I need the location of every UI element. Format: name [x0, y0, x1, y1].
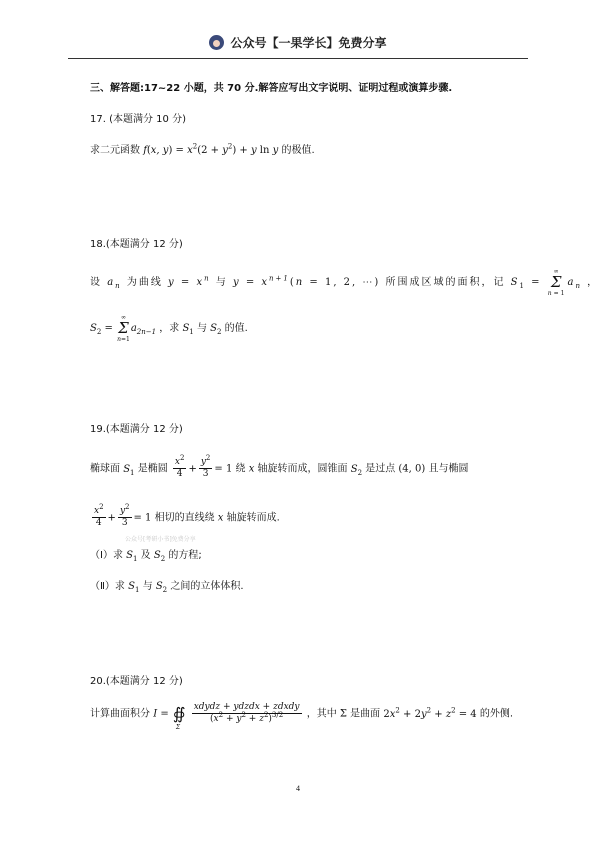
- page-number: 4: [296, 784, 300, 793]
- q19-part1-end: 的方程;: [168, 550, 202, 561]
- q20-body: [90, 702, 514, 731]
- q19-part1-s2: $S_2$: [153, 550, 166, 563]
- watermark-text: 公众号[考研小书]免费分享: [125, 536, 196, 543]
- q19-text-1: 椭球面: [90, 463, 120, 475]
- q20-text-2: ，其中: [306, 708, 337, 720]
- page-header: [0, 0, 596, 62]
- q19-part2-s1: $S_1$: [128, 581, 140, 594]
- q18-text-7: 与: [196, 323, 207, 334]
- q18-body-line2: [90, 314, 248, 343]
- q19-part2: [90, 580, 244, 594]
- header-title-row: [0, 34, 596, 51]
- q20-I: I =: [153, 708, 172, 720]
- q17-title: 17. (本题满分 10 分): [90, 114, 186, 125]
- q18-s2-def: $S_2$ = ∞ Σ n=1 $a_{2n-1}$: [90, 314, 157, 343]
- q19-part1-mid: 及: [140, 550, 151, 561]
- q19-point: (4, 0): [398, 463, 426, 475]
- q19-part1-label: （Ⅰ）求: [90, 550, 123, 561]
- q18-a-n: $a_n$: [107, 277, 122, 290]
- q17-formula: f(x, $y) = x^2(2 + y^2) + y$ ln y: [143, 142, 279, 156]
- q18-text-2: 为曲线: [126, 277, 163, 288]
- q19-x-axis-2: x: [217, 512, 224, 524]
- section-heading: 三、解答题:17~22 小题，共 70 分.解答应写出文字说明、证明过程或演算步骤.: [90, 83, 453, 94]
- q20-text-1: 计算曲面积分: [90, 708, 150, 720]
- q18-text-6: ，求: [159, 323, 180, 334]
- avatar-logo-icon: [209, 35, 224, 50]
- q19-frac-y-2: $\frac{y^2}{3}$: [119, 503, 130, 528]
- q19-title: 19.(本题满分 12 分): [90, 424, 183, 435]
- q18-s1-def: $S_1$ = ∞ Σ n=1 $a_n$: [510, 268, 582, 297]
- q18-text-8: 的值.: [224, 323, 248, 334]
- q19-part1-s1: $S_1$: [126, 550, 138, 563]
- q18-s2: $S_2$: [210, 323, 222, 336]
- q18-s1: $S_1$: [182, 323, 194, 336]
- q18-curve-2: $y = x^{n+1}(n = 1$, 2, ⋯): [232, 274, 381, 288]
- q20-surface-integral-sign: ∯ Σ: [172, 703, 186, 731]
- q19-text-6: 且与椭圆: [428, 463, 469, 475]
- q20-surface-eq: $2x^2 + 2y^2 + z^2 = 4$: [383, 706, 477, 720]
- q19-text-3: 绕: [235, 463, 246, 475]
- q19-part2-s2: $S_2$: [155, 581, 168, 594]
- q19-body-line2: $\frac{x^2}{4}$ + $\frac{y^2}{3}$ = 1 相切的直线绕 x 轴旋转而成.: [94, 503, 280, 528]
- q18-text-5: ，: [587, 277, 599, 288]
- q20-text-4: 的外侧.: [479, 708, 514, 720]
- q19-text-8: 轴旋转而成.: [226, 512, 280, 524]
- q18-body-line1: [90, 268, 599, 297]
- q19-text-5: 是过点: [365, 463, 396, 475]
- q17-prefix: 求二元函数: [90, 145, 140, 156]
- q18-text-1: 设: [90, 277, 102, 288]
- q17-suffix: 的极值.: [281, 145, 315, 156]
- header-title: 公众号【一果学长】免费分享: [230, 36, 387, 50]
- q18-text-4: 所围成区域的面积，记: [385, 277, 506, 288]
- q19-part2-mid: 与: [142, 581, 153, 592]
- q19-text-4: 轴旋转而成，圆锥面: [257, 463, 348, 475]
- q19-body-line1: 椭球面 $S_1$ 是椭圆 $\frac{x^2}{4}$ + $\frac{y^2}{3}$ = 1 绕 x 轴旋转而成，圆锥面 $S_2$ 是过点 (4, 0) 且与椭圆: [90, 454, 469, 479]
- q19-part2-label: （Ⅱ）求: [90, 581, 125, 592]
- q19-s2-a: $S_2$: [350, 463, 363, 477]
- q19-x-axis: x: [248, 463, 255, 475]
- q19-frac-x-2: $\frac{x^2}{4}$: [94, 503, 104, 528]
- q20-integrand: $\frac{\text{xdydz + ydzdx + zdxdy}}{(x^2 + y^2 + z^2)^{3/2}}$: [193, 702, 300, 724]
- q18-text-3: 与: [215, 277, 228, 288]
- q19-s1-a: $S_1$: [123, 463, 135, 477]
- q19-text-2: 是椭圆: [137, 463, 168, 475]
- q17-body: [90, 144, 315, 158]
- q18-curve-1: $y = x^n$: [168, 274, 211, 288]
- header-divider: [68, 58, 528, 59]
- q19-frac-y: $\frac{y^2}{3}$: [200, 454, 211, 479]
- q19-part1: [90, 549, 202, 563]
- q18-title: 18.(本题满分 12 分): [90, 239, 183, 250]
- q20-sigma: Σ: [339, 708, 347, 720]
- q19-part2-end: 之间的立体体积.: [170, 581, 244, 592]
- q20-title: 20.(本题满分 12 分): [90, 676, 183, 687]
- q20-text-3: 是曲面: [350, 708, 381, 720]
- q19-text-7: 相切的直线绕: [154, 512, 215, 524]
- q19-frac-x: $\frac{x^2}{4}$: [174, 454, 185, 479]
